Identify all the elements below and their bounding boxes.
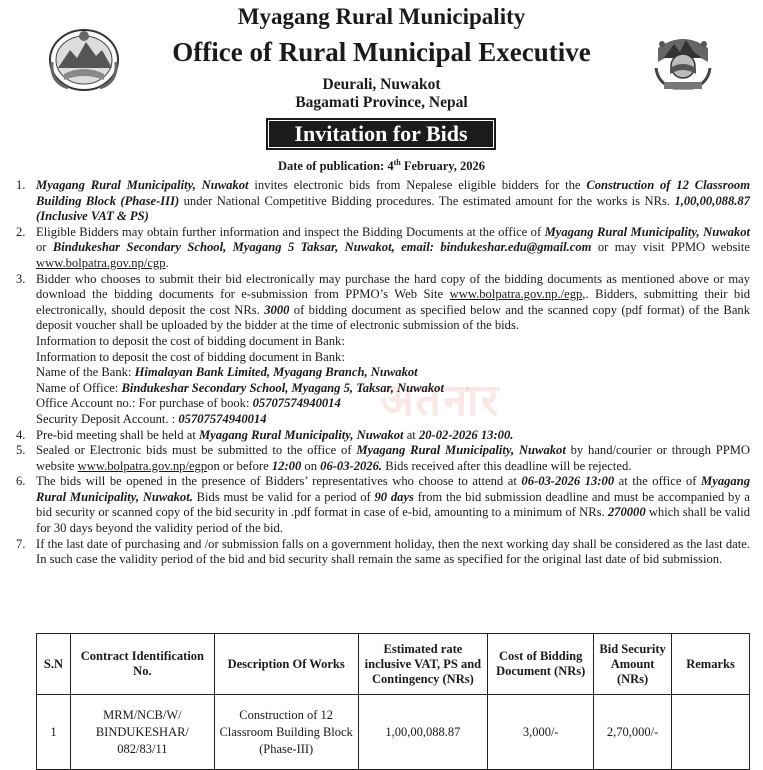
ppmo-egp-link[interactable]: www.bolpatra.gov.np./egp xyxy=(449,287,583,302)
bid-table xyxy=(36,633,750,770)
clause-7: 7. If the last date of purchasing and /or submission falls on a government holiday, then the next working day shall be considered as the last date. In such case the validity period of the bid and bid security shall remain the same as specified for the original last date of bid submission. xyxy=(16,536,750,567)
publication-date: Date of publication: 4th February, 2026 xyxy=(277,158,486,174)
ppmo-egp-link[interactable]: www.bolpatra.gov.np/egp xyxy=(77,458,208,473)
address-line-2: Bagamati Province, Nepal xyxy=(295,94,468,111)
header-description: Description Of Works xyxy=(214,634,358,695)
cell-remarks xyxy=(672,695,750,770)
cell-contract-id: MRM/NCB/W/ BINDUKESHAR/ 082/83/11 xyxy=(70,695,214,770)
table-header-row xyxy=(37,634,750,695)
municipality-name: Myagang Rural Municipality xyxy=(237,4,526,29)
clause-6: 6. The bids will be opened in the presence of Bidders’ representatives who choose to attend at 06-03-2026 13:00 at the office of Myagang Rural Municipality, Nuwakot. Bids must be valid for a period of 90 days from the bid submission deadline and must be accompanied by a bid security or scanned copy of the bid security in .pdf format in case of e-bid, amounting to a minimum of NRs. 270000 which shall be valid for 30 days beyond the validity period of the bid. xyxy=(16,474,751,536)
bank-info-heading: Information to deposit the cost of bidding document in Bank: xyxy=(36,333,345,348)
account-number-line: Office Account no.: For purchase of book: 05707574940014 xyxy=(36,396,341,411)
watermark-text: अतनार xyxy=(380,375,501,426)
bank-name-line: Name of the Bank: Himalayan Bank Limited, Myagang Branch, Nuwakot xyxy=(36,365,418,380)
clause-number: 6. xyxy=(16,474,26,489)
security-account-line: Security Deposit Account. : 05707574940014 xyxy=(36,411,267,426)
clause-4: 4. Pre-bid meeting shall be held at Myagang Rural Municipality, Nuwakot at 20-02-2026 13:00. xyxy=(16,427,514,442)
cell-sn: 1 xyxy=(37,695,71,770)
header-remarks: Remarks xyxy=(672,634,750,695)
clause-2: 2. Eligible Bidders may obtain further information and inspect the Bidding Documents at the office of Myagang Rural Municipality, Nuwakot or Bindukeshar Secondary School, Myagang 5 Taksar, Nuwakot, email: bindukeshar.edu@gmail.com or may visit PPMO website www.bolpatra.gov.np/cgp. xyxy=(16,224,750,270)
cell-bid-security: 2,70,000/- xyxy=(594,695,672,770)
notice-body xyxy=(16,178,750,568)
letterhead xyxy=(0,0,763,112)
clause-number: 7. xyxy=(16,536,26,551)
ppmo-link[interactable]: www.bolpatra.gov.np/cgp xyxy=(36,255,166,270)
clause-3: 3. Bidder who chooses to submit their bid electronically may purchase the hard copy of the bidding documents as mentioned above or may download the bidding documents for e-submission from PPMO’s Web Site www.bolpatra.gov.np./egp,. Bidders, submitting their bid electronically, should deposit the cost NRs. 3000 of bidding document as specified below and the scanned copy (pdf format) of the Bank deposit voucher shall be uploaded by the bidder at the time of electronic submission of the bids. Information to deposit the cost of bidding document in Bank: Information to deposit the cost of bidding document in Bank: Name of the Bank: Himalayan Bank Limited, Myagang Branch, Nuwakot Name of Office: Bindukeshar Secondary School, Myagang 5, Taksar, Nuwakot Office Account no.: For purchase of book: 05707574940014 Security Deposit Account. : 05707574940014 xyxy=(16,271,750,426)
clause-number: 2. xyxy=(16,224,26,239)
notice-title-text: Invitation for Bids xyxy=(294,121,468,146)
clause-5: 5. Sealed or Electronic bids must be submitted to the office of Myagang Rural Municipality, Nuwakot by hand/courier or through PPMO website www.bolpatra.gov.np/egpon or before 12:00 on 06-03-2026. Bids received after this deadline will be rejected. xyxy=(16,443,750,473)
bank-info-heading: Information to deposit the cost of bidding document in Bank: xyxy=(36,349,345,364)
cell-document-cost: 3,000/- xyxy=(488,695,594,770)
header-document-cost: Cost of Bidding Document (NRs) xyxy=(488,634,594,695)
cell-estimated-rate: 1,00,00,088.87 xyxy=(358,695,488,770)
office-name-line: Name of Office: Bindukeshar Secondary School, Myagang 5, Taksar, Nuwakot xyxy=(36,380,444,395)
header-estimated-rate: Estimated rate inclusive VAT, PS and Contingency (NRs) xyxy=(358,634,488,695)
clause-number: 3. xyxy=(16,271,26,286)
header-contract-id: Contract Identification No. xyxy=(70,634,214,695)
notice-title xyxy=(266,118,496,150)
clause-number: 5. xyxy=(16,443,26,458)
clause-1: 1. Myagang Rural Municipality, Nuwakot invites electronic bids from Nepalese eligible bidders for the Construction of 12 Classroom Building Block (Phase-III) under National Competitive Bidding procedures. The estimated amount for the works is NRs. 1,00,00,088.87 (Inclusive VAT & PS) xyxy=(16,178,750,224)
header-sn: S.N xyxy=(37,634,71,695)
cell-description: Construction of 12 Classroom Building Block (Phase-III) xyxy=(214,695,358,770)
office-name: Office of Rural Municipal Executive xyxy=(172,37,591,67)
clause-number: 1. xyxy=(16,178,26,192)
clause-number: 4. xyxy=(16,427,26,442)
address-line-1: Deurali, Nuwakot xyxy=(322,76,441,93)
table-row xyxy=(37,695,750,770)
header-bid-security: Bid Security Amount (NRs) xyxy=(594,634,672,695)
